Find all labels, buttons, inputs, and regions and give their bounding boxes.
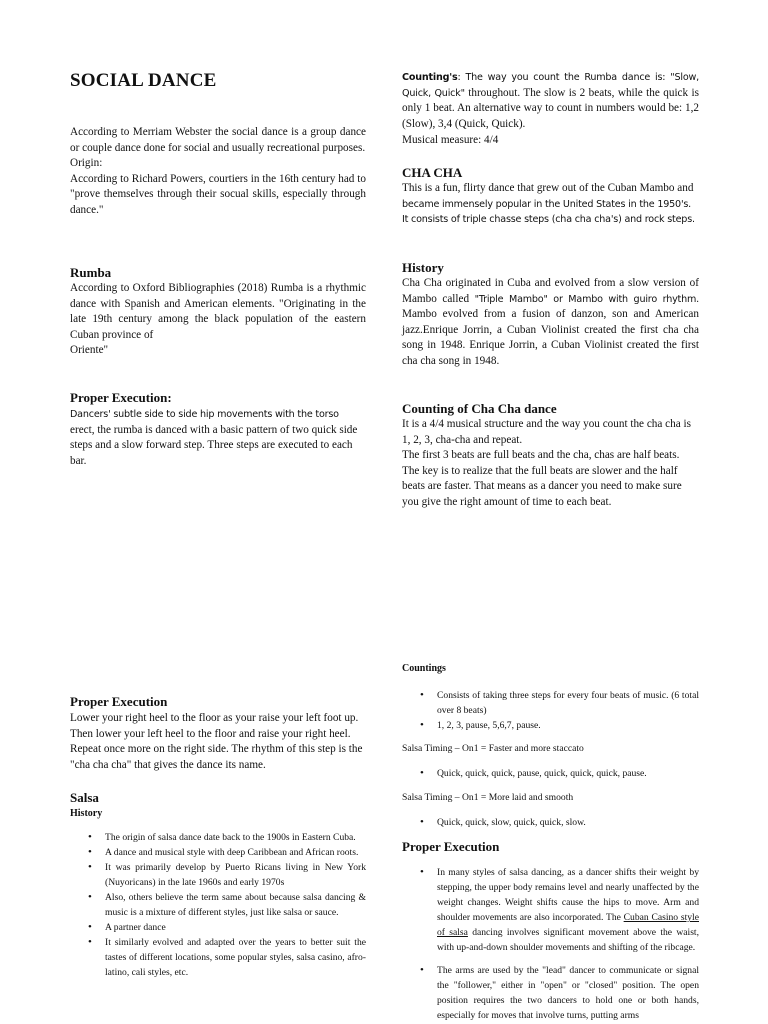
counting-text: throughout. The slow is 2 beats, while the quick is only 1 beat. An alternative way to count in numbers would be: 1,2 (Slow), 3,4 (Quick, Quick). [402,86,700,130]
intro-section [70,125,366,219]
proper-execution-2-heading: Proper Execution [70,694,168,709]
salsa-timing-1: Salsa Timing – On1 = Faster and more staccato [402,743,584,754]
salsa-history-list [70,830,366,980]
list-item: • Quick, quick, quick, pause, quick, quick, quick, pause. [402,766,699,781]
salsa-history-heading: History [70,808,103,819]
salsa-timing-2: Salsa Timing – On1 = More laid and smooth [402,792,574,803]
list-item: • A partner dance [70,920,366,935]
counting-chacha-section [402,417,699,511]
history-alt-text: "Triple Mambo" or Mambo with guiro rhythm. [474,293,699,305]
counting-chacha-paragraph-2: The first 3 beats are full beats and the cha, chas are half beats. The key is to realize that the full beats are slower and the half beats are faster. That means as a dancer you need to make sure you give the right amount of time to each beat. [402,449,682,508]
history-text-1: Cha Cha originated in Cuba and evolved from a slow version of Mambo called [402,277,699,305]
proper-execution-paragraph: erect, the rumba is danced with a basic pattern of two quick side steps and a slow forward step. Three steps are executed to each bar. [70,423,358,467]
chacha-history-paragraph [402,276,699,370]
list-item: • Consists of taking three steps for every four beats of music. (6 total over 8 beats) [402,688,699,718]
list-item [402,865,699,955]
list-item: • Quick, quick, slow, quick, quick, slow. [402,815,699,830]
salsa-proper-execution-heading: Proper Execution [402,839,500,854]
history-text-2: Mambo evolved from a fusion of danzon, son and American jazz.Enrique Jorrin, a Cuban Violinist created the first cha cha song in 1948. Enrique Jorrin, a Cuban Violinist created the first cha cha song in 1948. [402,308,699,367]
list-item: • The arms are used by the "lead" dancer to communicate or signal the "follower," either in "open" or "closed" position. The open position requires the two dancers to hold one or both hands, especially for moves that involve turns, putting arms [402,963,699,1023]
salsa-timing-2-list [402,815,699,830]
proper-execution-line1: Dancers' subtle side to side hip movements with the torso [70,409,339,420]
salsa-timing-1-list [402,766,699,781]
rumba-section [70,281,366,359]
list-item: • 1, 2, 3, pause, 5,6,7, pause. [402,718,699,733]
rumba-paragraph-end: Oriente" [70,344,109,357]
proper-execution-section [70,407,366,469]
chacha-paragraph-alt: became immensely popular in the United States in the 1950's. It consists of triple chasse steps (cha cha cha's) and rock steps. [402,198,695,226]
counting-chacha-heading: Counting of Cha Cha dance [402,401,557,416]
proper-execution-2-paragraph: Lower your right heel to the floor as your raise your left foot up. Then lower your left heel to the floor and raise your right heel. Repeat once more on the right side. The rhythm of this step is the "cha cha cha" that gives the dance its name. [70,712,363,771]
countings-heading: Countings [402,663,446,674]
counting-label: Counting's [402,72,458,83]
chacha-paragraph: This is a fun, flirty dance that grew out of the Cuban Mambo and [402,182,694,194]
proper-execution-text-a: In many styles of salsa dancing, as a dancer shifts their weight by stepping, the upper body remains level and nearly unaffected by the weight changes. Weight shifts cause the hips to move. Arm and shoulder movements are also incorporated. The [437,867,699,923]
salsa-proper-execution-list [402,865,699,1023]
rumba-heading: Rumba [70,265,112,280]
chacha-history-heading: History [402,260,444,275]
chacha-heading: CHA CHA [402,165,463,180]
origin-label: Origin: [70,157,103,170]
intro-paragraph: According to Merriam Webster the social dance is a group dance or couple dance done for social and usually recreational purposes. [70,126,366,154]
origin-paragraph: According to Richard Powers, courtiers in the 16th century had to "prove themselves through their socual skills, especially through dance." [70,172,366,216]
rumba-paragraph: According to Oxford Bibliographies (2018) Rumba is a rhythmic dance with Spanish and American elements. "Originating in the late 19th century among the black population of the eastern Cuban province of [70,282,366,341]
list-item: • A dance and musical style with deep Caribbean and African roots. [70,845,366,860]
countings-list [402,688,699,733]
cuban-casino-link[interactable]: Cuban Casino style of salsa [437,912,699,938]
proper-execution-heading: Proper Execution: [70,390,172,405]
chacha-section [402,181,699,228]
salsa-heading: Salsa [70,790,99,805]
proper-execution-text-b: dancing involves significant movement above the waist, with up-and-down shoulder movements and shifting of the ribcage. [437,927,699,953]
list-item: • Also, others believe the term same about because salsa dancing & music is a mixture of different styles, just like salsa or sauce. [70,890,366,920]
list-item: • The origin of salsa dance date back to the 1900s in Eastern Cuba. [70,830,366,845]
page-title: SOCIAL DANCE [70,70,217,91]
list-item: • It was primarily develop by Puerto Ricans living in New York (Nuyoricans) in the late 1960s and early 1970s [70,860,366,890]
counting-chacha-paragraph: It is a 4/4 musical structure and the way you count the cha cha is 1, 2, 3, cha-cha and repeat. [402,418,691,446]
rumba-counting-paragraph [402,70,699,132]
list-item: • It similarly evolved and adapted over the years to better suit the tastes of different locations, some popular styles, salsa casino, afro-latino, cali styles, etc. [70,935,366,980]
counting-alt-text: : The way you count the Rumba dance is: "Slow, Quick, Quick" [402,72,699,99]
musical-measure: Musical measure: 4/4 [402,134,499,146]
